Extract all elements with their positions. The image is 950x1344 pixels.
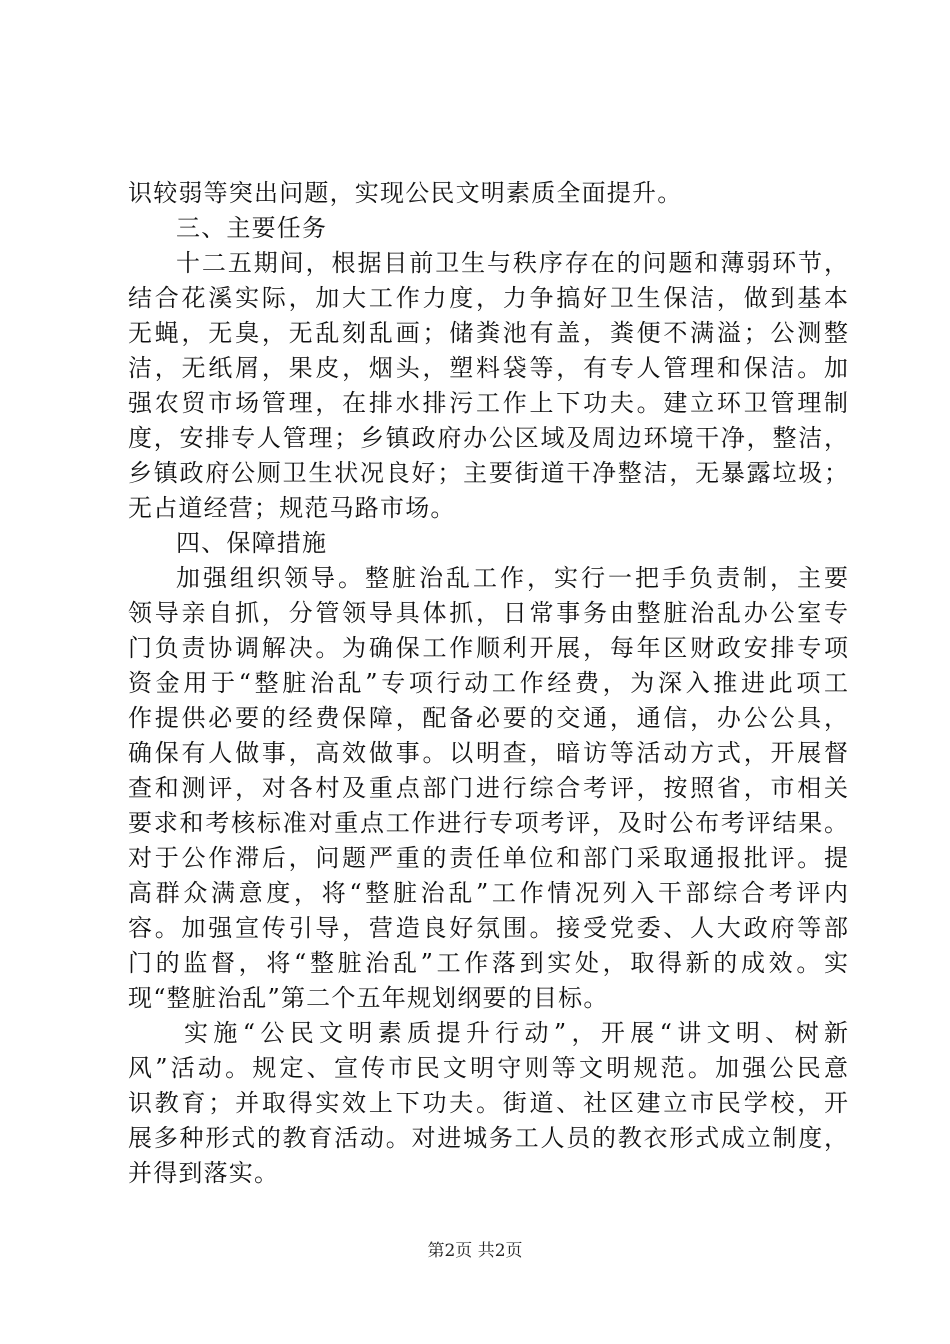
text-line: 无占道经营；规范马路市场。 xyxy=(128,494,456,522)
text-line: 现“整脏治乱”第二个五年规划纲要的目标。 xyxy=(128,984,609,1012)
text-line: 洁，无纸屑，果皮，烟头，塑料袋等，有专人管理和保洁。加 xyxy=(128,354,848,382)
text-line: 对于公作滞后，问题严重的责任单位和部门采取通报批评。提 xyxy=(128,844,848,872)
text-line: 并得到落实。 xyxy=(128,1159,280,1187)
text-line: 加强组织领导。整脏治乱工作，实行一把手负责制，主要 xyxy=(176,564,848,592)
page-number-footer: 第2页 共2页 xyxy=(427,1241,523,1261)
text-line: 高群众满意度，将“整脏治乱”工作情况列入干部综合考评内 xyxy=(128,879,848,907)
text-line: 门的监督，将“整脏治乱”工作落到实处，取得新的成效。实 xyxy=(128,949,848,977)
text-line: 门负责协调解决。为确保工作顺利开展，每年区财政安排专项 xyxy=(128,634,848,662)
text-line: 要求和考核标准对重点工作进行专项考评，及时公布考评结果。 xyxy=(128,809,848,837)
text-line: 展多种形式的教育活动。对进城务工人员的教衣形式成立制度， xyxy=(128,1124,848,1152)
document-body xyxy=(128,176,848,1191)
text-line: 确保有人做事，高效做事。以明查，暗访等活动方式，开展督 xyxy=(128,739,848,767)
text-line: 资金用于“整脏治乱”专项行动工作经费，为深入推进此项工 xyxy=(128,669,848,697)
text-line: 查和测评，对各村及重点部门进行综合考评，按照省，市相关 xyxy=(128,774,848,802)
text-line: 容。加强宣传引导，营造良好氛围。接受党委、人大政府等部 xyxy=(128,914,848,942)
text-line: 乡镇政府公厕卫生状况良好；主要街道干净整洁，无暴露垃圾； xyxy=(128,459,848,487)
text-line: 识教育；并取得实效上下功夫。街道、社区建立市民学校，开 xyxy=(128,1089,848,1117)
section-heading-main-tasks: 三、主要任务 xyxy=(176,214,328,242)
text-line: 度，安排专人管理；乡镇政府办公区域及周边环境干净，整洁， xyxy=(128,424,848,452)
text-line: 识较弱等突出问题，实现公民文明素质全面提升。 xyxy=(128,179,683,207)
text-line: 风”活动。规定、宣传市民文明守则等文明规范。加强公民意 xyxy=(128,1054,848,1082)
text-line: 结合花溪实际，加大工作力度，力争搞好卫生保洁，做到基本 xyxy=(128,284,848,312)
section-heading-safeguards: 四、保障措施 xyxy=(176,529,328,557)
text-line: 强农贸市场管理，在排水排污工作上下功夫。建立环卫管理制 xyxy=(128,389,848,417)
text-line: 实施“公民文明素质提升行动”，开展“讲文明、树新 xyxy=(184,1019,848,1047)
text-line: 作提供必要的经费保障，配备必要的交通，通信，办公公具， xyxy=(128,704,848,732)
text-line: 无蝇，无臭，无乱刻乱画；储粪池有盖，粪便不满溢；公测整 xyxy=(128,319,848,347)
text-line: 十二五期间，根据目前卫生与秩序存在的问题和薄弱环节， xyxy=(176,249,848,277)
text-line: 领导亲自抓，分管领导具体抓，日常事务由整脏治乱办公室专 xyxy=(128,599,848,627)
